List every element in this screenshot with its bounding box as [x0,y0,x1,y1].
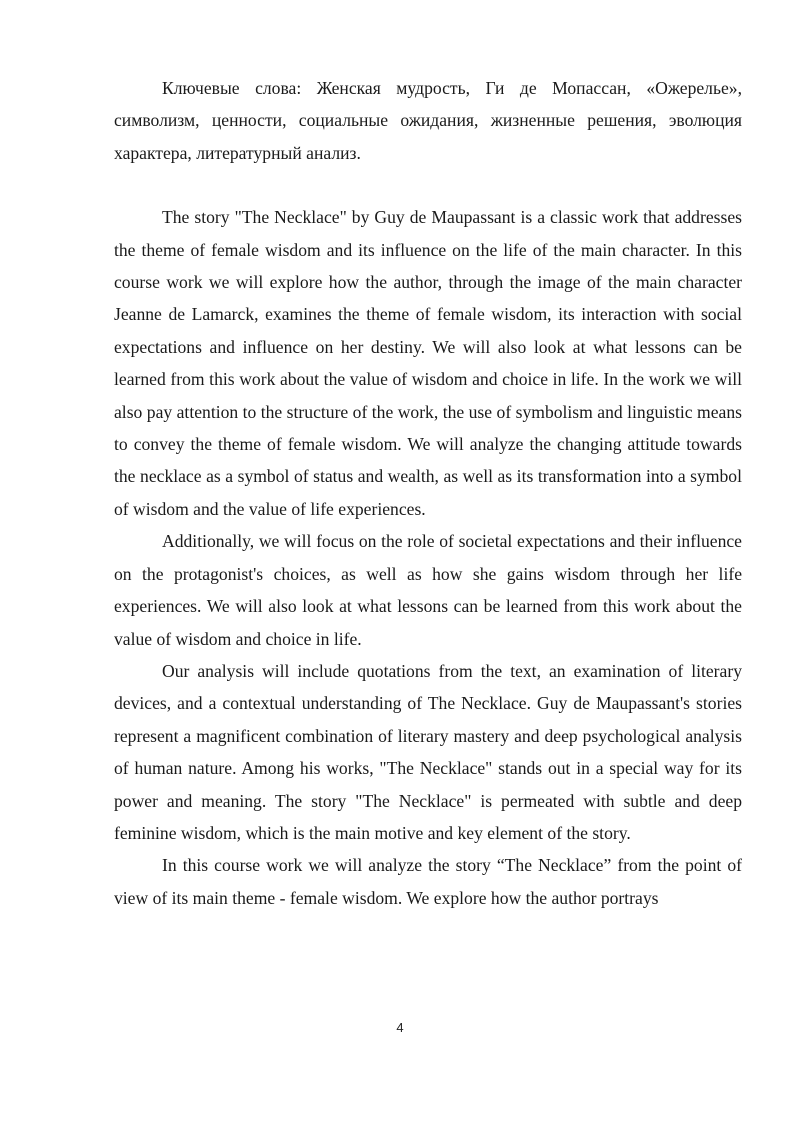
page-body [114,72,742,914]
body-paragraph-1: The story "The Necklace" by Guy de Maupassant is a classic work that addresses the theme of female wisdom and its influence on the life of the main character. In this course work we will explore how the author, through the image of the main character Jeanne de Lamarck, examines the theme of female wisdom, its interaction with social expectations and influence on her destiny. We will also look at what lessons can be learned from this work about the value of wisdom and choice in life. In the work we will also pay attention to the structure of the work, the use of symbolism and linguistic means to convey the theme of female wisdom. We will analyze the changing attitude towards the necklace as a symbol of status and wealth, as well as its transformation into a symbol of wisdom and the value of life experiences. [114,207,742,519]
keywords-paragraph: Ключевые слова: Женская мудрость, Ги де Мопассан, «Ожерелье», символизм, ценности, социальные ожидания, жизненные решения, эволюция характера, литературный анализ. [114,78,742,163]
page-number: 4 [396,1020,404,1035]
body-paragraph-2: Additionally, we will focus on the role of societal expectations and their influence on the protagonist's choices, as well as how she gains wisdom through her life experiences. We will also look at what lessons can be learned from this work about the value of wisdom and choice in life. [114,531,742,649]
body-paragraph-3: Our analysis will include quotations from the text, an examination of literary devices, and a contextual understanding of The Necklace. Guy de Maupassant's stories represent a magnificent combination of literary mastery and deep psychological analysis of human nature. Among his works, "The Necklace" stands out in a special way for its power and meaning. The story "The Necklace" is permeated with subtle and deep feminine wisdom, which is the main motive and key element of the story. [114,660,742,843]
body-paragraph-4: In this course work we will analyze the story “The Necklace” from the point of view of its main theme - female wisdom. We explore how the author portrays [114,855,742,908]
